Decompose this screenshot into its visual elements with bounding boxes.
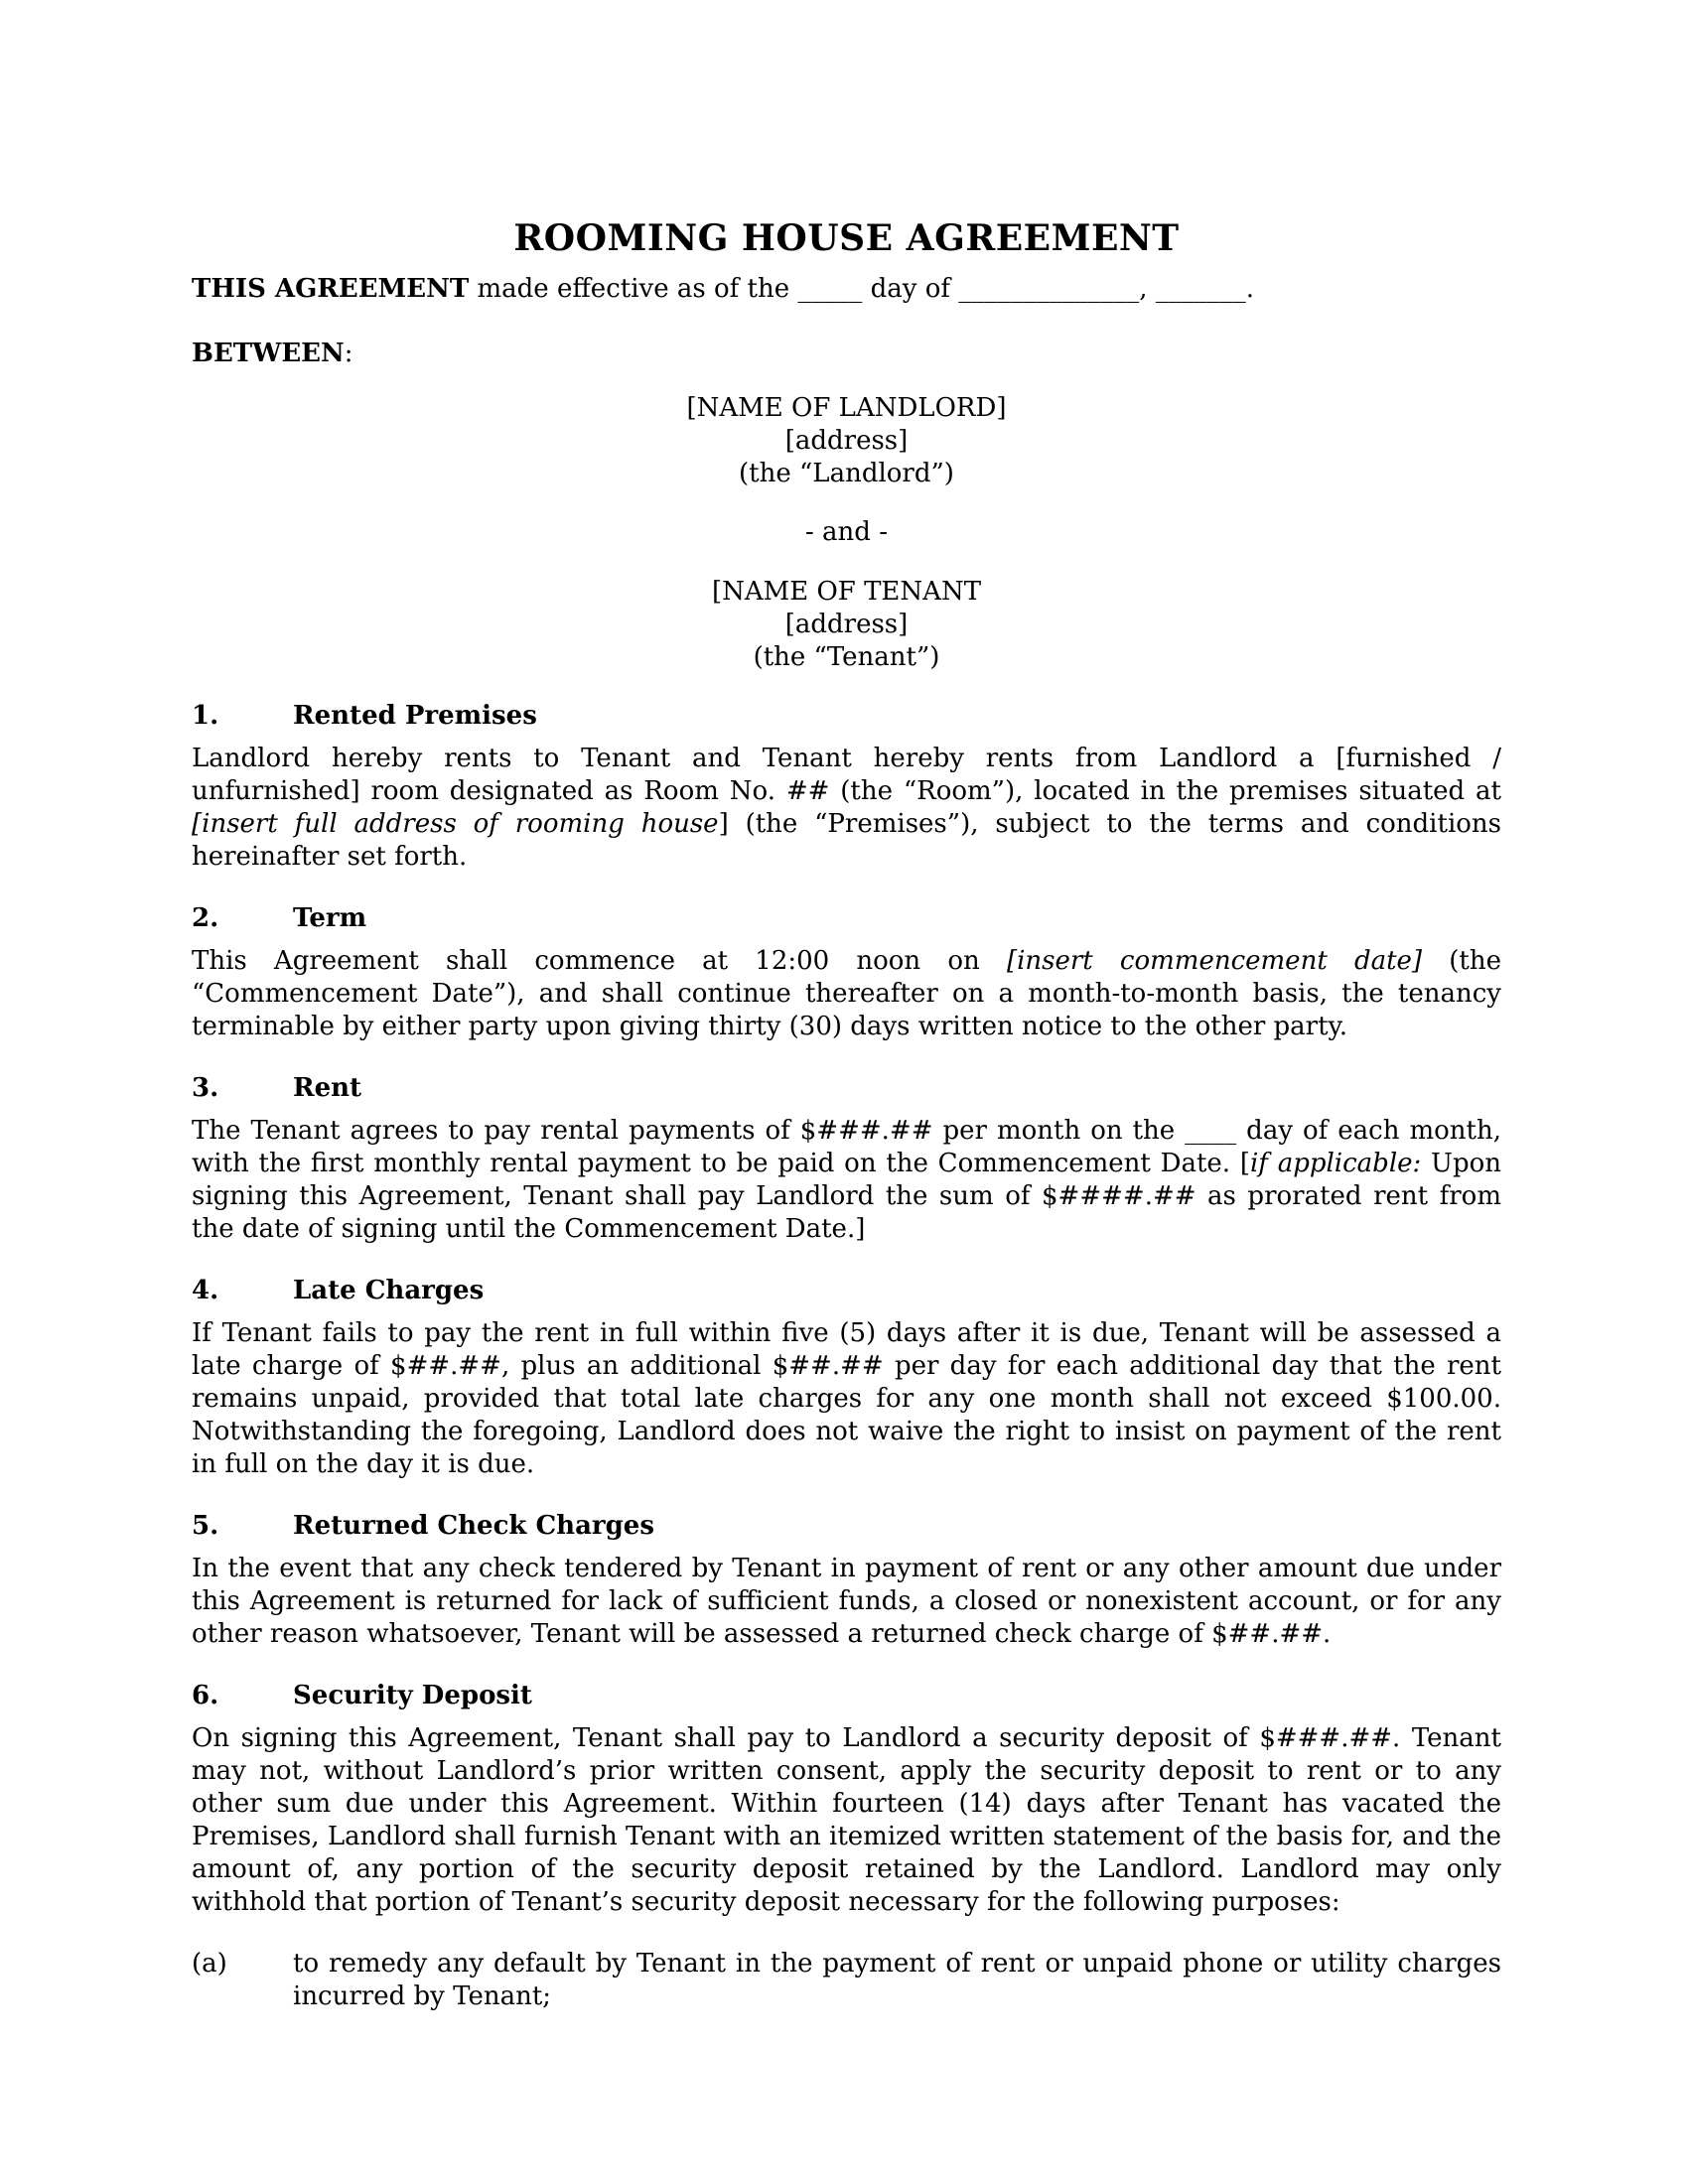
paragraph-segment-italic: [insert commencement date] [1006, 946, 1423, 976]
section-heading-text: Late Charges [293, 1276, 485, 1305]
paragraph-segment: This Agreement shall commence at 12:00 noon on [192, 946, 1007, 976]
paragraph-segment: (the “Commencement Date”), and shall continue thereafter on a month-to-month basis, the tenancy terminable by either party upon giving thirty (30) days written notice to the other party. [192, 946, 1501, 1041]
subitem-a [192, 1948, 1501, 2013]
section-heading-term [192, 902, 1501, 935]
paragraph-segment-italic: if applicable: [1249, 1149, 1422, 1178]
section-number: 3. [192, 1073, 219, 1103]
and-separator: - and - [805, 517, 888, 547]
section-heading-text: Rented Premises [293, 701, 537, 731]
paragraph-segment: Landlord hereby rents to Tenant and Tenant hereby rents from Landlord a [furnished / unfurnished] room designated as Room No. ## (the “Room”), located in the premises situated at [192, 744, 1501, 806]
section-heading-text: Returned Check Charges [293, 1511, 654, 1541]
tenant-designation: (the “Tenant”) [753, 642, 940, 672]
section-heading-rent [192, 1072, 1501, 1105]
between-label [192, 338, 1501, 370]
section-heading-security-deposit [192, 1680, 1501, 1712]
section-paragraph-term [192, 945, 1501, 1043]
section-heading-text: Rent [293, 1073, 362, 1103]
section-paragraph-rent [192, 1115, 1501, 1246]
section-number: 5. [192, 1511, 219, 1541]
section-heading-rented-premises [192, 700, 1501, 733]
section-paragraph-late-charges [192, 1317, 1501, 1481]
intro-paragraph [192, 273, 1501, 306]
landlord-address-placeholder: [address] [784, 426, 909, 456]
between-colon: : [344, 339, 353, 368]
tenant-name-placeholder: [NAME OF TENANT [711, 577, 982, 607]
section-heading-text: Term [293, 903, 367, 933]
section-paragraph-security-deposit [192, 1722, 1501, 1919]
section-number: 4. [192, 1276, 219, 1305]
between-word: BETWEEN [192, 339, 345, 368]
intro-lead-in: THIS AGREEMENT [192, 274, 470, 304]
tenant-block [192, 576, 1501, 674]
landlord-designation: (the “Landlord”) [739, 459, 954, 488]
section-number: 2. [192, 903, 219, 933]
subitem-marker: (a) [192, 1949, 227, 1979]
subitem-text: to remedy any default by Tenant in the payment of rent or unpaid phone or utility charges incurred by Tenant; [293, 1949, 1501, 2011]
intro-text: made effective as of the _____ day of ______________, _______. [469, 274, 1255, 304]
paragraph-segment: In the event that any check tendered by Tenant in payment of rent or any other amount due under this Agreement is returned for lack of sufficient funds, a closed or nonexistent account, or for any other reason whatsoever, Tenant will be assessed a returned check charge of $##.##. [192, 1554, 1501, 1649]
landlord-block [192, 392, 1501, 490]
paragraph-segment-italic: [insert full address of rooming house [192, 809, 719, 839]
tenant-address-placeholder: [address] [784, 610, 909, 639]
paragraph-segment: Upon signing this Agreement, Tenant shall pay Landlord the sum of $####.## as prorated rent from the date of signing until the Commencement Date.] [192, 1149, 1502, 1244]
landlord-name-placeholder: [NAME OF LANDLORD] [686, 393, 1007, 423]
paragraph-segment: If Tenant fails to pay the rent in full within five (5) days after it is due, Tenant will be assessed a late charge of $##.##, plus an additional $##.## per day for each additional day that the rent remains unpaid, provided that total late charges for any one month shall not exceed $100.00. Notwithstanding the foregoing, Landlord does not waive the right to insist on payment of the rent in full on the day it is due. [192, 1318, 1501, 1479]
paragraph-segment: On signing this Agreement, Tenant shall pay to Landlord a security deposit of $###.##. Tenant may not, without Landlord’s prior written consent, apply the security deposit to rent or to any other sum due under this Agreement. Within fourteen (14) days after Tenant has vacated the Premises, Landlord shall furnish Tenant with an itemized written statement of the basis for, and the amount of, any portion of the security deposit retained by the Landlord. Landlord may only withhold that portion of Tenant’s security deposit necessary for the following purposes: [192, 1723, 1501, 1917]
paragraph-segment: ] (the “Premises”), subject to the terms and conditions hereinafter set forth. [192, 809, 1501, 872]
document-title: ROOMING HOUSE AGREEMENT [513, 217, 1180, 259]
section-heading-returned-check-charges [192, 1510, 1501, 1543]
section-heading-text: Security Deposit [293, 1681, 532, 1710]
section-number: 1. [192, 701, 219, 731]
section-paragraph-rented-premises [192, 743, 1501, 874]
section-heading-late-charges [192, 1275, 1501, 1307]
section-number: 6. [192, 1681, 219, 1710]
section-paragraph-returned-check-charges [192, 1553, 1501, 1651]
paragraph-segment: The Tenant agrees to pay rental payments of $###.## per month on the ____ day of each month, with the first monthly rental payment to be paid on the Commencement Date. [ [192, 1116, 1501, 1178]
